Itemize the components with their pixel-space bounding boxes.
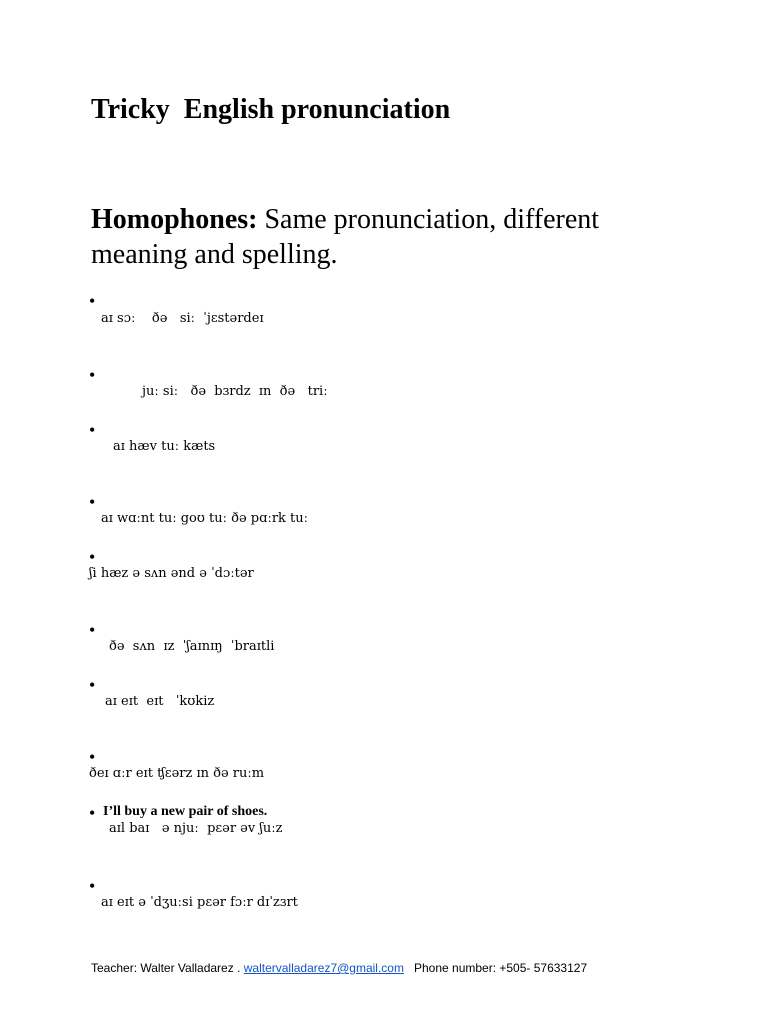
bullet-icon: • xyxy=(89,547,96,567)
bullet-icon: • xyxy=(89,620,96,640)
ipa-transcription: ðeɪ ɑːr eɪt ʧɛərz ɪn ðə ruːm xyxy=(89,766,265,781)
bullet-icon: • xyxy=(89,747,96,767)
bullet-icon: • xyxy=(89,420,96,440)
ipa-transcription: ʃi hæz ə sʌn ənd ə ˈdɔːtər xyxy=(89,566,254,581)
section-heading-label: Homophones: xyxy=(91,204,258,235)
ipa-transcription: aɪ eɪt ə ˈdʒuːsi pɛər fɔːr dɪˈzɜrt xyxy=(101,895,298,910)
bullet-icon: • xyxy=(89,675,96,695)
bullet-icon: • xyxy=(89,876,96,896)
ipa-transcription: ðə sʌn ɪz ˈʃaɪnɪŋ ˈbraɪtli xyxy=(109,639,275,654)
ipa-transcription: aɪ hæv tuː kæts xyxy=(113,439,216,454)
ipa-transcription: aɪ sɔː ðə siː ˈjɛstərdeɪ xyxy=(101,311,264,326)
section-heading-description: Same pronunciation, different meaning and spelling. xyxy=(91,204,600,270)
bullet-icon: • xyxy=(89,803,96,823)
bullet-icon: • xyxy=(89,291,96,311)
bullet-icon: • xyxy=(89,365,96,385)
ipa-transcription: aɪ wɑːnt tuː goʊ tuː ðə pɑːrk tuː xyxy=(101,511,309,526)
teacher-name: Teacher: Walter Valladarez . xyxy=(91,961,244,975)
ipa-transcription: aɪl baɪ ə njuː pɛər əv ʃuːz xyxy=(109,821,283,836)
footer xyxy=(91,961,587,975)
email-link[interactable]: waltervalladarez7@gmail.com xyxy=(243,961,404,975)
ipa-transcription: aɪ eɪt eɪt ˈkʊkiz xyxy=(105,694,215,709)
example-sentence: I’ll buy a new pair of shoes. xyxy=(103,804,268,819)
bullet-icon: • xyxy=(89,492,96,512)
ipa-transcription: juː siː ðə bɜrdz ɪn ðə triː xyxy=(142,384,328,399)
section-heading xyxy=(91,202,691,272)
page-title: Tricky English pronunciation xyxy=(91,94,451,125)
phone-number: Phone number: +505- 57633127 xyxy=(403,961,588,975)
